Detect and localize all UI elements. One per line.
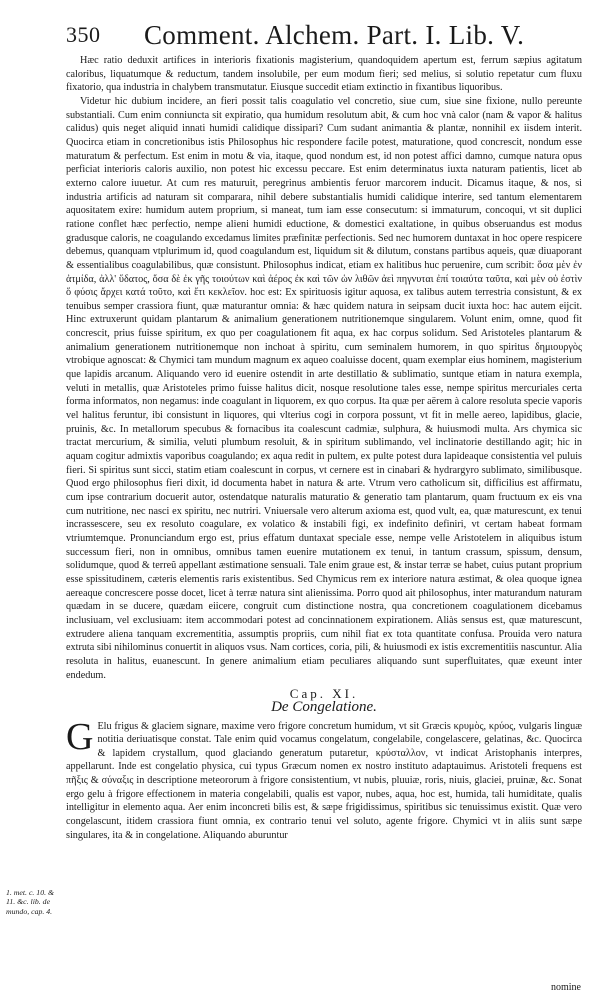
running-title: Comment. Alchem. Part. I. Lib. V. bbox=[144, 20, 525, 50]
chapter-number: Cap. XI. bbox=[289, 686, 359, 702]
paragraph-fixation: Hæc ratio deduxit artifices in interioris fixationis magisterium, quandoquidem apertum est, ferrum sæpius agitatum caloribus, liquatumque & reductum, tandem insolubile, per eum modum fieri; sed melius, si solutio repetatur cum fluxu fixatorio, qua industria in chalybem transmutatur. Eiusque succedit etiam extinctio in fixantibus liquoribus. bbox=[66, 55, 582, 94]
paragraph-congelation bbox=[66, 715, 582, 843]
catchword: nomine bbox=[551, 982, 581, 993]
marginal-note: 1. met. c. 10. & 11. &c. lib. de mundo, cap. 4. bbox=[6, 888, 55, 916]
page-number: 350 bbox=[66, 22, 101, 47]
drop-cap-initial: G bbox=[66, 715, 94, 758]
paragraph-coagulation-doubt: Videtur hic dubium incidere, an fieri possit talis coagulatio vel concretio, siue cum, siue sine fixione, nullo pereunte substantiali. Cum enim conniuncta sit expiratio, qua humidum resolutum abit, & cum hoc vnà calor (nam & vapor & halitus calidus) quis neget aliquid innati humidi calidique dissipari? Cum sudant animantia & plantæ, nonnihil ex iisdem interit. Quocirca etiam in concretionibus istis Philosophus hic respondere facile potest, maturatione, quod concrescit, nondum esse maturatum & perfectum. Est enim in motu & via, itaque, quod nondum est, id non potest affici damno, cumque natura opus perficiat interioris caloris auxilio, non potest hic excessu peccare. Est enim determinatus iuxta naturam patientis, licet ab externo calore iuuetur. At cum res maturuit, peregrinus ambientis feruor marcorem inducit. Dicamus itaque, & nos, si industria artificis ad naturam sit comparara, nihil debere substantialis humidi calidique interire, sed tantum elementarem aquositatem exire: humidum autem proprium, si maneat, tum iam esse consecutum: si immaturum, concoqui, vt sit duplici ratione conflet hæc perfectio, nempe alieni humidi eductione, & domestici exaltatione, in quibus obseruandus est modus gradusque caloris, ne coagulando excedamus limites præfinitæ perfectionis. Sed nec humorem duntaxat in hoc opere respicere debemus, quanquam vtplurimum id, quod coagulandum est, liquidum sit & dilutum, constans partibus aqueis, quæ diuaporant & essentialibus coagulabilibus, quæ consistunt. Philosophus indicat, etiam ex halitibus huc peruenire, cum scribit: ὅσα μὲν ἐν ἀτμίδα, ἀλλ' ὕδατος, ὅσα δὲ ἐκ γῆς τοιούτων καὶ ἀέρος ἐκ καὶ τῶν ὡν λιθῶν ἀεὶ πηγνυται ἐπί τοιαύτα ταῦτα, καὶ μὲν οὐ ἐστὶν ὅ φύσις ἄρχει κατά τοῦτο, καὶ ἔτι κεκλεῖον. hoc est: Ex spirituosis igitur aquosa, ex talibus autem terrestria consistunt, & ex tenuibus semper crassiora fiunt, quæ maturantur omnia: & hæc quidem natura in seipsam ducit iuxta hoc: hac autem eijcit. Hinc extruxerunt quidam plantarum & animalium generationem nutritionemque singularem. Volunt enim, omne, quod fit concrescit, prius fuisse spiritum, ex quo per coagulationem fit aqua, ex hac corpus solidum. Sed Aristoteles plantarum & animalium generationem nutritionemque non inchoat à spiritu, cum seminalem humorem, in quo spiritus δημιουργὸς vtrobique agnoscat: & Chymici tam mundum magnum ex aqueo coaluisse docent, quam exemplar eius hominem, magisterium que lapidis arcanum. Aliquando vero id euenire ostendit in arte destillatio & sublimatio, suntque etiam in natura exempla, veluti in metallis, quæ Aristoteles primo fuisse halitus dicit, nosque resolutione tales esse, nempe spiritus mercuriales certa forma informatos, non negamus: inde coagulant in liquorem, ex quo corpus. Ita quæ per aërem à calore resoluta specie vaporis vel halitus feruntur, ibi consistunt in liquores, qui vlterius cogi in corpora possunt, vt fit in melle aereo, lapidibus, glacie, pruinis, &c. In metallorum specubus & fornacibus ita coalescunt cadmiæ, sulphura, & huiusmodi multa. Ars chymica sic tractat mercurium, & similia, veluti plumbum resoluit, & in spiritum sublimando, vel inclinatorie destillando agit; hic in aquam cogitur admixtis vaporibus coagulando; ex aqua redit in pultem, ex pulte potest dura lapideaque consistentia vel puluis fieri. Si spiritus sunt sicci, statim etiam coalescunt in corpus, vt cernere est in cinabari & hydrargyro sublimato, similibusque. Quod ergo philosophus fieri dixit, id documenta habet in natura & arte. Vtrum vero catholicum sit, difficilius est affirmatu, cum ipse contrarium docuerit autor, ostendatque naturalis maturatio & generatio tam plantarum, quam fructuum ex eis vna cum nutritione, nec nasci ex spiritu, nec nutriri. Vniuersale vero alterum axioma est, quod vult, ea, quæ maturescunt, ex tenui incrassescere, seu ex resoluto coagulare, ex volatico & instabili figi, ex indefinito definiri, vt certam habeat formam vtriumtemque. Pronunciandum ergo est, prius effatum duntaxat speciale esse, nempe velle Aristotelem in aliquibus istum successum fieri, non in omnibus, omnibus tamen euenire mutationem ex tenui, in tantum crassum, spissum, densum, solidumque, quod & terreũ appellant æstimatione sensuali. Tale enim graue est, & instar terræ se habet, cuius putant proprium esse spissitudinem, cæteris elementis raris existentibus. Sed Chymicus rem ex interiore natura æstimat, & olea quoque ignea aereaque concrescere posse docet, licet à terræ natura sint alienissima. Porro quod ait philosophus, inter maturandum naturam quædam in se ducere, quædam eiicere, congruit cum distinctione nostra, qua concretionem coagulationem dicebamus inclusiuam, vel exclusiuam: item accommodari potest ad concinnationem expirationem. Aliàs sensus est, quæ maturescunt, extrudere aliena tanquam excrementitia, assumptis propriis, cum nihil fiat ex tota quantitate confusa. Prouida vero natura extruta sibi nihilominus conuertit in aliquos vsus. Nam cortices, coria, pili, & huiusmodi ex istis excrementitiis nascuntur. Alia resoluta in halitus, euanescunt. In genere animalium etiam peculiares aliquando sunt superfluitates, quæ exeunt inter endedum. bbox=[66, 95, 582, 681]
congelation-text: Elu frigus & glaciem signare, maxime vero frigore concretum humidum, vt sit Græcis κρυμὸς, κρύος, vulgaris linguæ notitia deriuatisque constat. Tale enim quid vocamus congelatum, congelabile, congelascere, gelatinas, &c. Quocirca & lapidem crystallum, quod glaciando generatum putaretur, κρύσταλλον, vt indicat Aristophanis interpres, appellarunt. Inde est congelatio physica, cui typus Græcum nomen ex nostro instituto adaptauimus. Aristoteli frequens est πῆξις & σύναξις in descriptione meteororum à frigore consistentium, vt nubis, pluuiæ, roris, niuis, glaciei, pruinæ, &c. Sonat ergo gelu à frigore effectionem in materia congelabili, qualis est vapor, nubes, aqua, hoc est, humida, tali humiditate, qualis intelligitur in elemento aqua. Aer enim inconcreti bilis est, & sæpe frigidissimus, spiritibus sic tenuissimus existit. Quæ vero congelascunt, itidem crassiora fiunt omnia, ex contrario tenui vel soluto, agente frigore. Chymici vt in aliis sunt sæpe singulares, ita & in congelatione. Aliquando aburuntur bbox=[66, 720, 582, 841]
page-header bbox=[66, 20, 578, 50]
chapter-title: De Congelatione. bbox=[271, 698, 377, 715]
main-text-column bbox=[66, 54, 582, 842]
